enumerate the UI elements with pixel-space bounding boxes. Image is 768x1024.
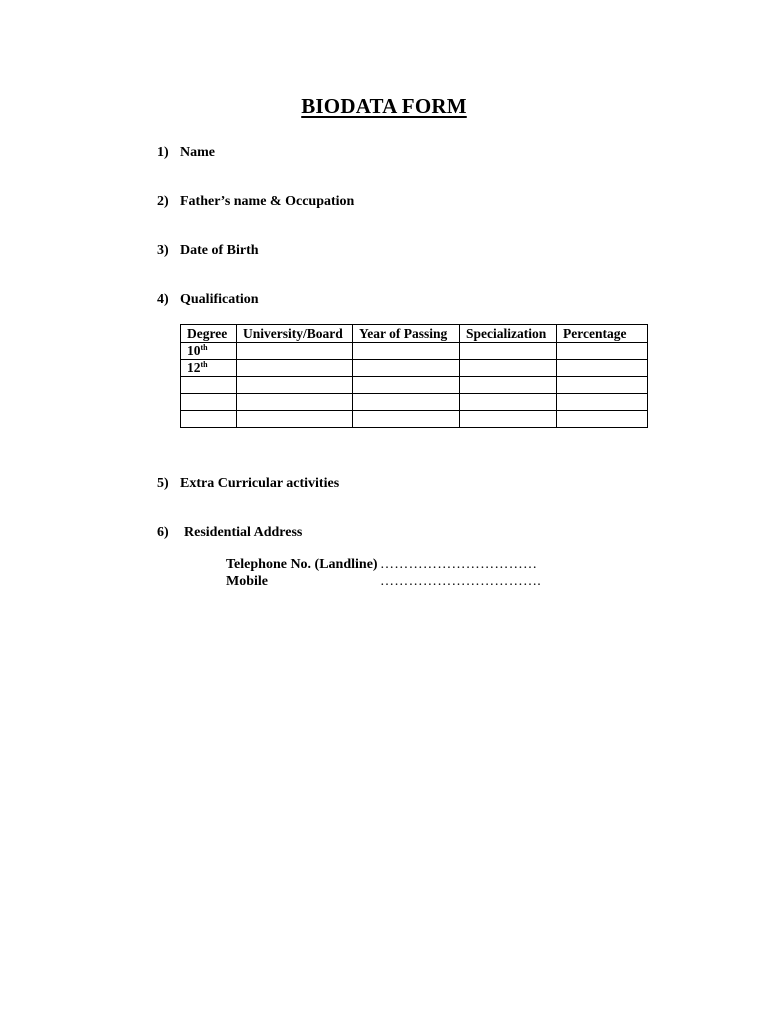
degree-cell[interactable] xyxy=(181,377,237,394)
field-extra-curricular xyxy=(157,476,339,492)
field-label: Father’s name & Occupation xyxy=(180,194,355,209)
header-university-board: University/Board xyxy=(237,325,353,343)
table-row xyxy=(181,377,648,394)
field-residential-address xyxy=(157,525,302,541)
page-title: BIODATA FORM xyxy=(301,94,467,118)
field-number: 3) xyxy=(157,243,169,258)
field-date-of-birth xyxy=(157,243,259,259)
field-label: Extra Curricular activities xyxy=(180,476,340,491)
table-row xyxy=(181,360,648,377)
field-number: 4) xyxy=(157,292,169,307)
field-label: Name xyxy=(180,145,215,160)
percentage-cell[interactable] xyxy=(557,394,648,411)
year-cell[interactable] xyxy=(353,377,460,394)
telephone-label: Telephone No. (Landline) xyxy=(226,557,378,572)
university-cell[interactable] xyxy=(237,377,353,394)
degree-cell[interactable]: 10th xyxy=(181,343,237,360)
year-cell[interactable] xyxy=(353,411,460,428)
table-row xyxy=(181,411,648,428)
university-cell[interactable] xyxy=(237,343,353,360)
mobile-fill-in[interactable]: ……………………………. xyxy=(380,574,542,589)
table-row xyxy=(181,394,648,411)
header-specialization: Specialization xyxy=(460,325,557,343)
university-cell[interactable] xyxy=(237,360,353,377)
field-number: 6) xyxy=(157,525,169,540)
specialization-cell[interactable] xyxy=(460,343,557,360)
field-label: Residential Address xyxy=(184,525,303,540)
specialization-cell[interactable] xyxy=(460,377,557,394)
header-year-of-passing: Year of Passing xyxy=(353,325,460,343)
degree-cell[interactable] xyxy=(181,411,237,428)
table-row xyxy=(181,343,648,360)
percentage-cell[interactable] xyxy=(557,377,648,394)
telephone-fill-in[interactable]: …………………………… xyxy=(380,557,538,572)
field-label: Qualification xyxy=(180,292,259,307)
field-qualification xyxy=(157,292,259,308)
year-cell[interactable] xyxy=(353,394,460,411)
degree-cell[interactable]: 12th xyxy=(181,360,237,377)
specialization-cell[interactable] xyxy=(460,411,557,428)
mobile-line xyxy=(226,574,541,590)
year-cell[interactable] xyxy=(353,360,460,377)
university-cell[interactable] xyxy=(237,394,353,411)
table-header-row xyxy=(181,325,648,343)
percentage-cell[interactable] xyxy=(557,360,648,377)
field-number: 5) xyxy=(157,476,169,491)
field-father-occupation xyxy=(157,194,354,210)
percentage-cell[interactable] xyxy=(557,411,648,428)
year-cell[interactable] xyxy=(353,343,460,360)
header-degree: Degree xyxy=(181,325,237,343)
specialization-cell[interactable] xyxy=(460,394,557,411)
university-cell[interactable] xyxy=(237,411,353,428)
field-number: 2) xyxy=(157,194,169,209)
field-label: Date of Birth xyxy=(180,243,259,258)
degree-cell[interactable] xyxy=(181,394,237,411)
telephone-line xyxy=(226,557,537,573)
header-percentage: Percentage xyxy=(557,325,648,343)
qualification-table xyxy=(180,324,648,428)
mobile-label: Mobile xyxy=(226,574,268,589)
field-name xyxy=(157,145,215,161)
percentage-cell[interactable] xyxy=(557,343,648,360)
field-number: 1) xyxy=(157,145,169,160)
specialization-cell[interactable] xyxy=(460,360,557,377)
